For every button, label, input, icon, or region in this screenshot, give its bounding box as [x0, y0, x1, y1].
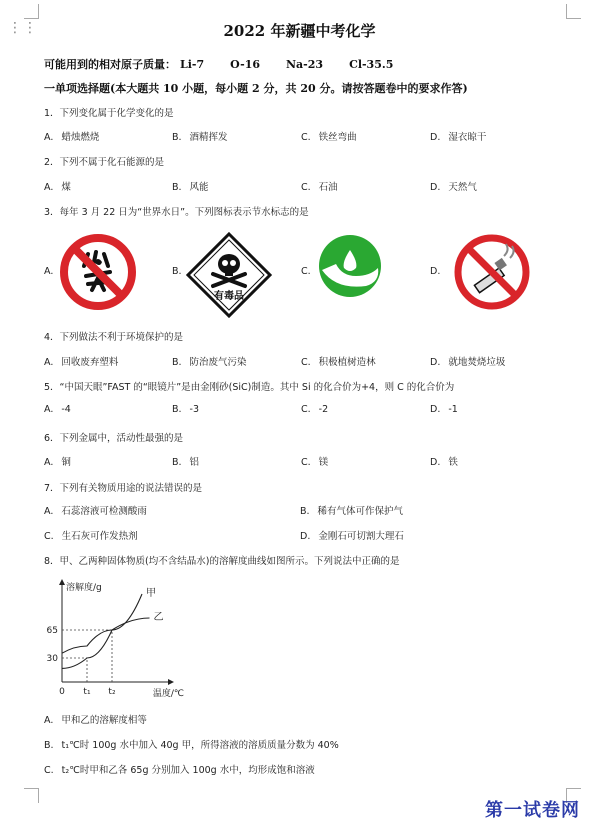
- option: [44, 129, 99, 143]
- option: [172, 404, 199, 415]
- option-text: 酒精挥发: [189, 132, 228, 143]
- option-text: 就地焚烧垃圾: [448, 357, 506, 368]
- option-text: 煤: [61, 182, 71, 193]
- option-text: 湿衣晾干: [448, 132, 487, 143]
- option-text: -4: [61, 404, 71, 415]
- y-tick-label: 65: [46, 626, 58, 636]
- watermark-logo: 第一试卷网: [485, 800, 580, 821]
- option-letter: C.: [301, 132, 311, 143]
- atomic-mass-item: O-16: [230, 58, 260, 71]
- option-text: 甲和乙的溶解度相等: [61, 715, 147, 726]
- option-text: t₁℃时 100g 水中加入 40g 甲，所得溶液的溶质质量分数为 40%: [61, 740, 339, 751]
- option-text: 回收废弃塑料: [61, 357, 119, 368]
- series-label: 乙: [153, 612, 164, 623]
- option: [430, 129, 486, 143]
- drag-handle-icon[interactable]: ⋮⋮: [8, 20, 38, 36]
- question-stem: 5．“中国天眼”FAST 的“眼镜片”是由金刚砂(SiC)制造。其中 Si 的化合价为+4，则 C 的化合价为: [44, 382, 455, 393]
- option-text: -1: [448, 404, 458, 415]
- option-text: 石蕊溶液可检测酸雨: [61, 506, 147, 517]
- question-stem: 1．下列变化属于化学变化的是: [44, 108, 174, 119]
- water-saving-sign-icon: [316, 232, 384, 300]
- option-letter: A.: [44, 132, 54, 143]
- option-text: 铁: [448, 457, 458, 468]
- option: [44, 712, 147, 726]
- option: [44, 454, 71, 468]
- option-text: 生石灰可作发热剂: [61, 531, 138, 542]
- icon-options-row: [44, 232, 564, 312]
- option-letter: A.: [44, 357, 54, 368]
- atomic-mass-item: Li-7: [180, 58, 205, 71]
- option: [172, 454, 199, 468]
- option: [172, 129, 228, 143]
- option: [172, 354, 247, 368]
- option-letter: C.: [301, 357, 311, 368]
- option-text: 天然气: [448, 182, 477, 193]
- no-fire-sign-icon: [58, 232, 138, 312]
- option-row: [44, 404, 564, 418]
- option-row: [44, 354, 564, 368]
- solubility-chart: [40, 578, 190, 700]
- option-letter: B.: [172, 182, 182, 193]
- option: [300, 528, 404, 542]
- atomic-masses-label: 可能用到的相对原子质量：: [44, 58, 176, 71]
- x-axis-arrow: [168, 679, 174, 685]
- question-stem: 7．下列有关物质用途的说法错误的是: [44, 483, 203, 494]
- option-letter: D.: [430, 132, 441, 143]
- option-text: 铝: [189, 457, 200, 468]
- option: [44, 503, 147, 517]
- toxic-sign-icon: [186, 232, 272, 318]
- option-letter: B.: [172, 266, 182, 277]
- option: [301, 354, 376, 368]
- option: [301, 179, 338, 193]
- option-letter: D.: [430, 357, 441, 368]
- x-axis-label: 温度/℃: [152, 689, 184, 699]
- option-text: 风能: [189, 182, 209, 193]
- atomic-mass-item: Cl-35.5: [349, 58, 394, 71]
- option-row: [44, 528, 564, 542]
- option-row: [44, 503, 564, 517]
- option-text: 稀有气体可作保护气: [317, 506, 404, 517]
- option: [44, 737, 339, 751]
- option-text: 镁: [318, 457, 329, 468]
- page-title: 2022 年新疆中考化学: [223, 22, 376, 40]
- option-letter: B.: [300, 506, 310, 517]
- option: [44, 762, 315, 776]
- option-letter: A.: [44, 457, 54, 468]
- option: [44, 528, 138, 542]
- series-line-1: [62, 594, 142, 668]
- question-stem: 4．下列做法不利于环境保护的是: [44, 332, 184, 343]
- option: [44, 179, 71, 193]
- atomic-mass-item: Na-23: [286, 58, 324, 71]
- option-letter: A.: [44, 715, 54, 726]
- option: [430, 404, 458, 415]
- series-line-2: [62, 618, 150, 653]
- option-letter: C.: [301, 457, 311, 468]
- option-letter: D.: [300, 531, 311, 542]
- option: [430, 179, 477, 193]
- option: [301, 129, 357, 143]
- option-letter: B.: [44, 740, 54, 751]
- page-corner-mark: [24, 788, 39, 803]
- option-letter: D.: [430, 182, 441, 193]
- option-text: 铁丝弯曲: [318, 132, 357, 143]
- atomic-masses: [44, 56, 419, 72]
- option-letter: C.: [301, 182, 311, 193]
- x-tick-label: 0: [59, 687, 65, 697]
- option-text: 金刚石可切割大理石: [318, 531, 404, 542]
- question-stem: 3．每年 3 月 22 日为“世界水日”。下列图标表示节水标志的是: [44, 207, 309, 218]
- y-axis-arrow: [59, 579, 65, 585]
- option: [430, 454, 458, 468]
- option: [301, 454, 328, 468]
- option-letter: C.: [44, 531, 54, 542]
- option-letter: D.: [430, 404, 441, 415]
- option: [301, 404, 328, 415]
- option-text: 铜: [61, 457, 71, 468]
- question-stem: 2．下列不属于化石能源的是: [44, 157, 165, 168]
- option-letter: D.: [430, 457, 441, 468]
- question-stem: 6．下列金属中，活动性最强的是: [44, 433, 184, 444]
- option-text: 防治废气污染: [189, 357, 247, 368]
- series-label: 甲: [146, 588, 156, 599]
- option-letter: C.: [301, 266, 311, 277]
- option-letter: A.: [44, 404, 54, 415]
- option-text: t₂℃时甲和乙各 65g 分别加入 100g 水中，均形成饱和溶液: [61, 765, 315, 776]
- no-smoking-sign-icon: [452, 232, 532, 312]
- option-text: -3: [189, 404, 200, 415]
- option: [430, 354, 505, 368]
- option-text: 积极植树造林: [318, 357, 376, 368]
- option-letter: C.: [44, 765, 54, 776]
- option-row: [44, 454, 564, 468]
- option-letter: A.: [44, 182, 54, 193]
- option-row: [44, 179, 564, 193]
- page-corner-mark: [24, 4, 39, 19]
- option-letter: A.: [44, 266, 54, 277]
- question-stem: 8．甲、乙两种固体物质(均不含结晶水)的溶解度曲线如图所示。下列说法中正确的是: [44, 556, 400, 567]
- option-letter: C.: [301, 404, 311, 415]
- option-text: -2: [318, 404, 329, 415]
- x-tick-label: t₂: [108, 687, 116, 697]
- y-tick-label: 30: [46, 654, 58, 664]
- option-text: 石油: [318, 182, 338, 193]
- x-tick-label: t₁: [83, 687, 91, 697]
- option: [300, 503, 403, 517]
- y-axis-label: 溶解度/g: [66, 583, 102, 593]
- option-text: 蜡烛燃烧: [61, 132, 100, 143]
- option-letter: B.: [172, 404, 182, 415]
- option-letter: A.: [44, 506, 54, 517]
- option: [172, 179, 209, 193]
- page-corner-mark: [566, 4, 581, 19]
- option-letter: B.: [172, 132, 182, 143]
- option-row: [44, 129, 564, 143]
- toxic-sign-caption: 有毒品: [214, 291, 244, 302]
- option-letter: D.: [430, 266, 441, 277]
- option-letter: B.: [172, 457, 182, 468]
- section-heading: 一单项选择题(本大题共 10 小题，每小题 2 分，共 20 分。请按答题卷中的要求作答): [44, 82, 468, 95]
- option: [44, 404, 71, 415]
- option-letter: B.: [172, 357, 182, 368]
- option: [44, 354, 118, 368]
